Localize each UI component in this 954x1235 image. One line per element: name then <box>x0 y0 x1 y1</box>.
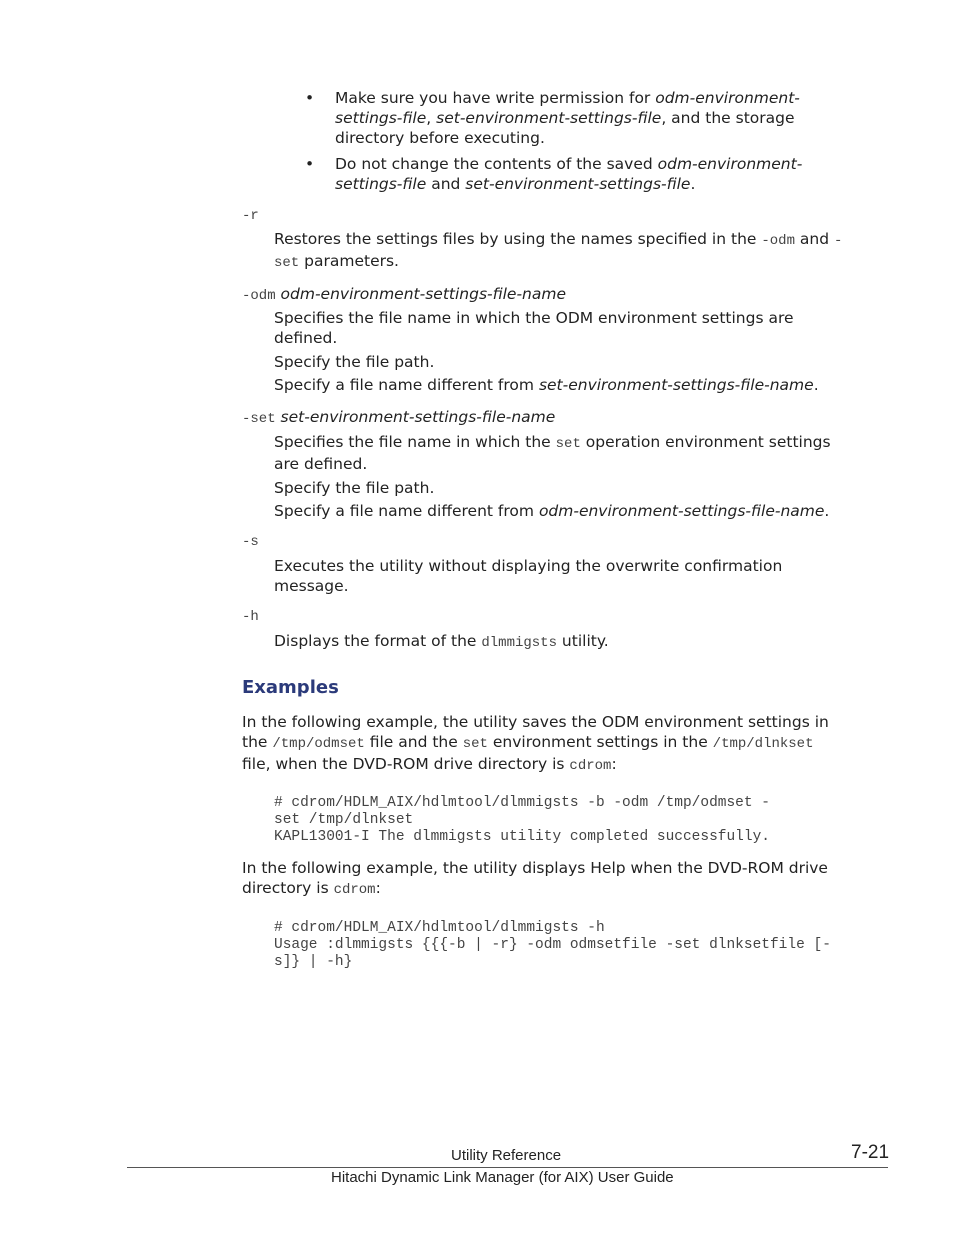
inline-code: set <box>274 255 300 271</box>
desc-text: Specify a file name different from <box>274 502 539 520</box>
bullet-marker: • <box>305 89 315 107</box>
bullet-marker: • <box>305 155 315 173</box>
inline-code: set <box>555 436 581 452</box>
inline-code: -odm <box>761 233 795 249</box>
desc-text: Restores the settings files by using the names specified in the <box>274 230 762 248</box>
bullet-italic: odm-environment- <box>655 89 800 107</box>
option-s-flag: -s <box>242 534 259 550</box>
bullet-italic: set-environment-settings-file <box>436 109 662 127</box>
bullet-text-part: , <box>426 109 437 127</box>
desc-text: parameters. <box>299 252 399 270</box>
paragraph-text: the <box>242 733 273 751</box>
option-r-flag: -r <box>242 208 259 224</box>
desc-line: are defined. <box>274 455 368 473</box>
bullet-italic: settings-file <box>335 109 427 127</box>
desc-text: and <box>794 230 834 248</box>
option-s-description <box>274 556 889 596</box>
desc-line: defined. <box>274 329 338 347</box>
code-block-1: # cdrom/HDLM_AIX/hdlmtool/dlmmigsts -b -odm /tmp/odmset - set /tmp/dlnkset KAPL13001-I The dlmmigsts utility completed successfully. <box>274 795 770 845</box>
bullet-text-part: directory before executing. <box>335 129 545 147</box>
bullet-italic: settings-file <box>335 175 427 193</box>
option-odm-flag: -odm <box>242 288 276 304</box>
desc-text: . <box>813 376 819 394</box>
option-odm-description <box>274 308 889 395</box>
inline-code: cdrom <box>569 758 612 774</box>
desc-line: message. <box>274 577 349 595</box>
bullet-text-part: . <box>690 175 696 193</box>
bullet-text <box>335 88 855 148</box>
desc-italic: set-environment-settings-file-name <box>538 376 814 394</box>
footer-divider <box>127 1167 888 1168</box>
paragraph-line: In the following example, the utility saves the ODM environment settings in <box>242 713 829 731</box>
paragraph-text: directory is <box>242 879 334 897</box>
option-set-arg: set-environment-settings-file-name <box>280 408 556 426</box>
paragraph-line: In the following example, the utility displays Help when the DVD-ROM drive <box>242 859 828 877</box>
inline-code: cdrom <box>333 882 376 898</box>
page-number: 7-21 <box>851 1142 890 1163</box>
option-h-flag: -h <box>242 609 259 625</box>
paragraph-text: file and the <box>364 733 463 751</box>
paragraph-text: file, when the DVD-ROM drive directory is <box>242 755 570 773</box>
option-set-description <box>274 432 889 521</box>
inline-code: /tmp/dlnkset <box>712 736 814 752</box>
inline-code: /tmp/odmset <box>272 736 365 752</box>
desc-line: Specifies the file name in which the ODM environment settings are <box>274 309 794 327</box>
paragraph-text: : <box>375 879 381 897</box>
desc-text: Specifies the file name in which the <box>274 433 556 451</box>
code-block-2: # cdrom/HDLM_AIX/hdlmtool/dlmmigsts -h Usage :dlmmigsts {{{-b | -r} -odm odmsetfile -set dlnksetfile [- s]} | -h} <box>274 920 831 970</box>
option-set-flag: -set <box>242 411 276 427</box>
bullet-text <box>335 154 855 194</box>
footer-guide-title: Hitachi Dynamic Link Manager (for AIX) User Guide <box>331 1169 674 1186</box>
bullet-text-part: Do not change the contents of the saved <box>335 155 658 173</box>
desc-line: Specify the file path. <box>274 479 435 497</box>
desc-text: Displays the format of the <box>274 632 482 650</box>
paragraph-text: : <box>611 755 617 773</box>
option-h-description <box>274 631 889 653</box>
footer-section-title: Utility Reference <box>451 1147 562 1164</box>
desc-text: operation environment settings <box>580 433 831 451</box>
option-r-description <box>274 229 889 273</box>
option-odm-arg: odm-environment-settings-file-name <box>280 285 567 303</box>
desc-text: Specify a file name different from <box>274 376 539 394</box>
desc-italic: odm-environment-settings-file-name <box>538 502 825 520</box>
example-paragraph-2 <box>242 858 892 900</box>
bullet-text-part: and <box>426 175 466 193</box>
desc-text: utility. <box>557 632 609 650</box>
desc-text: . <box>824 502 830 520</box>
example-paragraph-1 <box>242 712 892 776</box>
bullet-italic: set-environment-settings-file <box>465 175 691 193</box>
option-odm-header <box>242 284 566 306</box>
examples-heading: Examples <box>242 677 339 698</box>
bullet-text-part: , and the storage <box>661 109 795 127</box>
inline-code: set <box>462 736 488 752</box>
paragraph-text: environment settings in the <box>487 733 713 751</box>
bullet-text-part: Make sure you have write permission for <box>335 89 656 107</box>
desc-line: Executes the utility without displaying the overwrite confirmation <box>274 557 783 575</box>
option-set-header <box>242 407 555 429</box>
inline-code: dlmmigsts <box>481 635 557 651</box>
bullet-italic: odm-environment- <box>657 155 803 173</box>
desc-line: Specify the file path. <box>274 353 435 371</box>
inline-code: - <box>833 233 843 249</box>
